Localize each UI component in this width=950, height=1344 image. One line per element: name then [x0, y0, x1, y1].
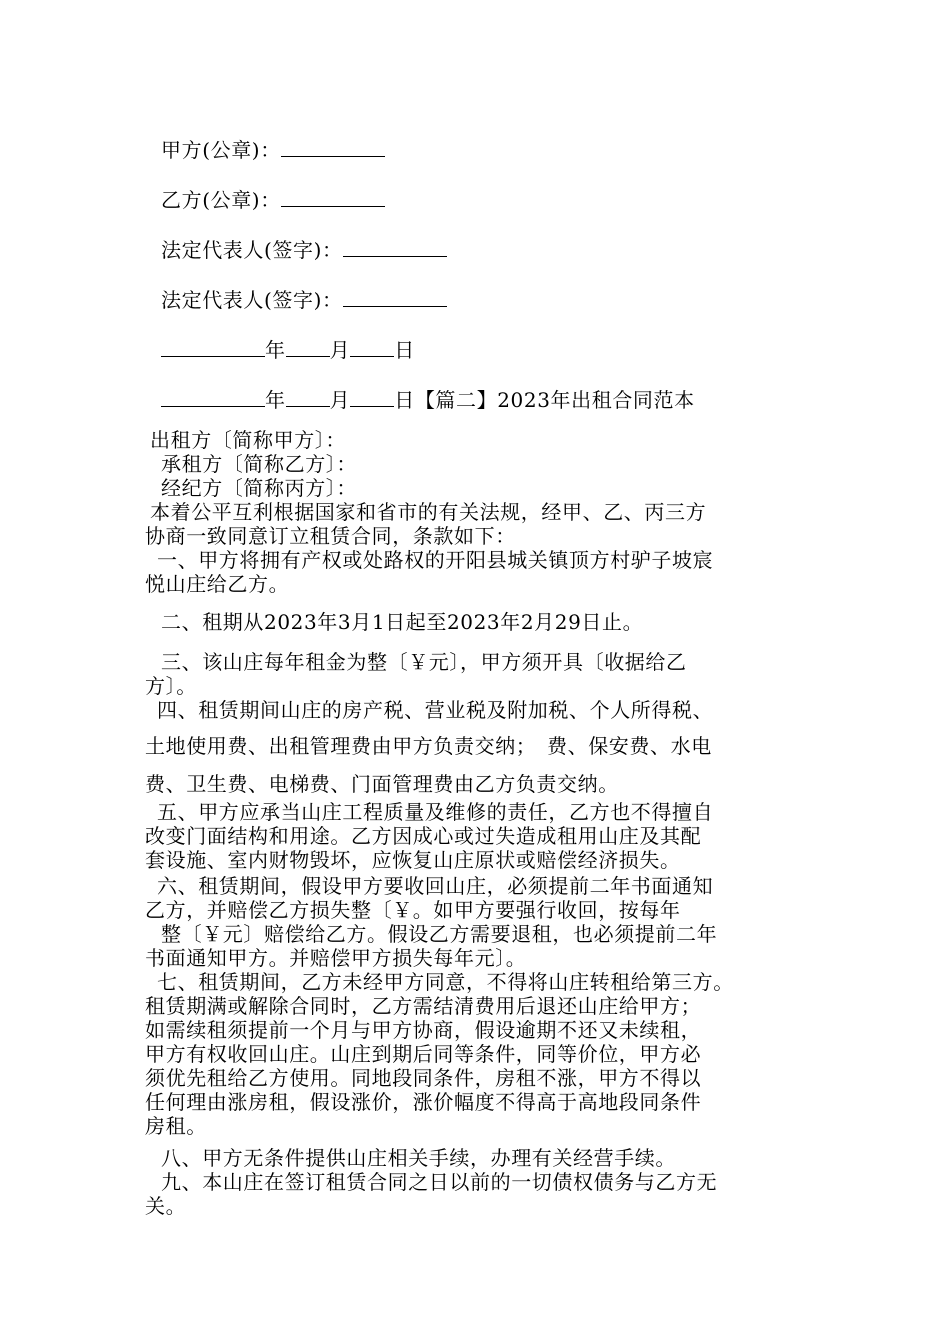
legal-rep-blank-2	[343, 288, 447, 307]
body-line: 本着公平互利根据国家和省市的有关法规，经甲、乙、丙三方	[150, 500, 707, 524]
body-line: 整〔￥元〕赔偿给乙方。假设乙方需要退租，也必须提前二年	[161, 922, 718, 946]
body-line: 书面通知甲方。并赔偿甲方损失每年元〕。	[145, 946, 527, 970]
body-line: 方〕。	[145, 674, 197, 698]
lessor-line: 出租方〔简称甲方〕：	[150, 428, 346, 452]
body-line: 悦山庄给乙方。	[145, 572, 290, 596]
party-a-seal-blank	[281, 138, 385, 157]
clause-8-line: 八、甲方无条件提供山庄相关手续，办理有关经营手续。	[161, 1146, 676, 1170]
clause-5-line: 五、甲方应承当山庄工程质量及维修的责任，乙方也不得擅自	[157, 800, 714, 824]
body-line: 房租。	[145, 1114, 207, 1138]
clause-7-line: 七、租赁期间，乙方未经甲方同意，不得将山庄转租给第三方。	[157, 970, 734, 994]
year-label-1: 年	[265, 338, 286, 362]
body-line: 改变门面结构和用途。乙方因成心或过失造成租用山庄及其配	[145, 824, 702, 848]
legal-rep-blank-1	[343, 238, 447, 257]
agent-line: 经纪方〔简称丙方〕：	[161, 476, 357, 500]
clause-3-line: 三、该山庄每年租金为整〔￥元〕，甲方须开具〔收据给乙	[161, 650, 687, 674]
clause-2-line: 二、租期从2023年3月1日起至2023年2月29日止。	[161, 610, 644, 634]
day-label-1: 日	[394, 338, 415, 362]
legal-rep-line-2	[161, 288, 447, 312]
clause-6-line: 六、租赁期间，假设甲方要收回山庄，必须提前二年书面通知	[157, 874, 714, 898]
month-label-1: 月	[329, 338, 351, 362]
section-heading: 【篇二】2023年出租合同范本	[414, 388, 695, 412]
body-line: 租赁期满或解除合同时，乙方需结清费用后退还山庄给甲方；	[145, 994, 702, 1018]
date-line-2	[161, 388, 695, 412]
body-line: 须优先租给乙方使用。同地段同条件，房租不涨，甲方不得以	[145, 1066, 702, 1090]
year-blank-1	[161, 338, 265, 357]
body-line: 乙方，并赔偿乙方损失整〔￥。如甲方要强行收回，按每年	[145, 898, 681, 922]
day-blank-1	[350, 338, 394, 357]
lessee-line: 承租方〔简称乙方〕：	[161, 452, 357, 476]
party-b-seal-blank	[281, 188, 385, 207]
legal-rep-label-2: 法定代表人(签字)：	[161, 288, 343, 312]
body-line: 任何理由涨房租，假设涨价，涨价幅度不得高于高地段同条件	[145, 1090, 702, 1114]
day-label-2: 日	[394, 388, 415, 412]
party-a-seal-line	[161, 138, 385, 162]
month-blank-2	[286, 388, 330, 407]
party-b-seal-line	[161, 188, 385, 212]
year-blank-2	[161, 388, 265, 407]
party-a-seal-label: 甲方(公章)：	[161, 138, 281, 162]
body-line: 土地使用费、出租管理费由甲方负责交纳； 费、保安费、水电	[145, 734, 712, 758]
body-line: 关。	[145, 1194, 187, 1218]
date-line-1	[161, 338, 415, 362]
year-label-2: 年	[265, 388, 286, 412]
legal-rep-line-1	[161, 238, 447, 262]
month-label-2: 月	[329, 388, 351, 412]
month-blank-1	[286, 338, 330, 357]
party-b-seal-label: 乙方(公章)：	[161, 188, 281, 212]
body-line: 费、卫生费、电梯费、门面管理费由乙方负责交纳。	[145, 772, 619, 796]
day-blank-2	[350, 388, 394, 407]
legal-rep-label-1: 法定代表人(签字)：	[161, 238, 343, 262]
clause-4-line: 四、租赁期间山庄的房产税、营业税及附加税、个人所得税、	[157, 698, 714, 722]
body-line: 协商一致同意订立租赁合同，条款如下：	[145, 524, 516, 548]
clause-1-line: 一、甲方将拥有产权或处路权的开阳县城关镇顶方村驴子坡宸	[157, 548, 714, 572]
body-line: 套设施、室内财物毁坏，应恢复山庄原状或赔偿经济损失。	[145, 848, 681, 872]
body-line: 甲方有权收回山庄。山庄到期后同等条件，同等价位，甲方必	[145, 1042, 702, 1066]
body-line: 如需续租须提前一个月与甲方协商，假设逾期不还又未续租，	[145, 1018, 702, 1042]
clause-9-line: 九、本山庄在签订租赁合同之日以前的一切债权债务与乙方无	[161, 1170, 718, 1194]
